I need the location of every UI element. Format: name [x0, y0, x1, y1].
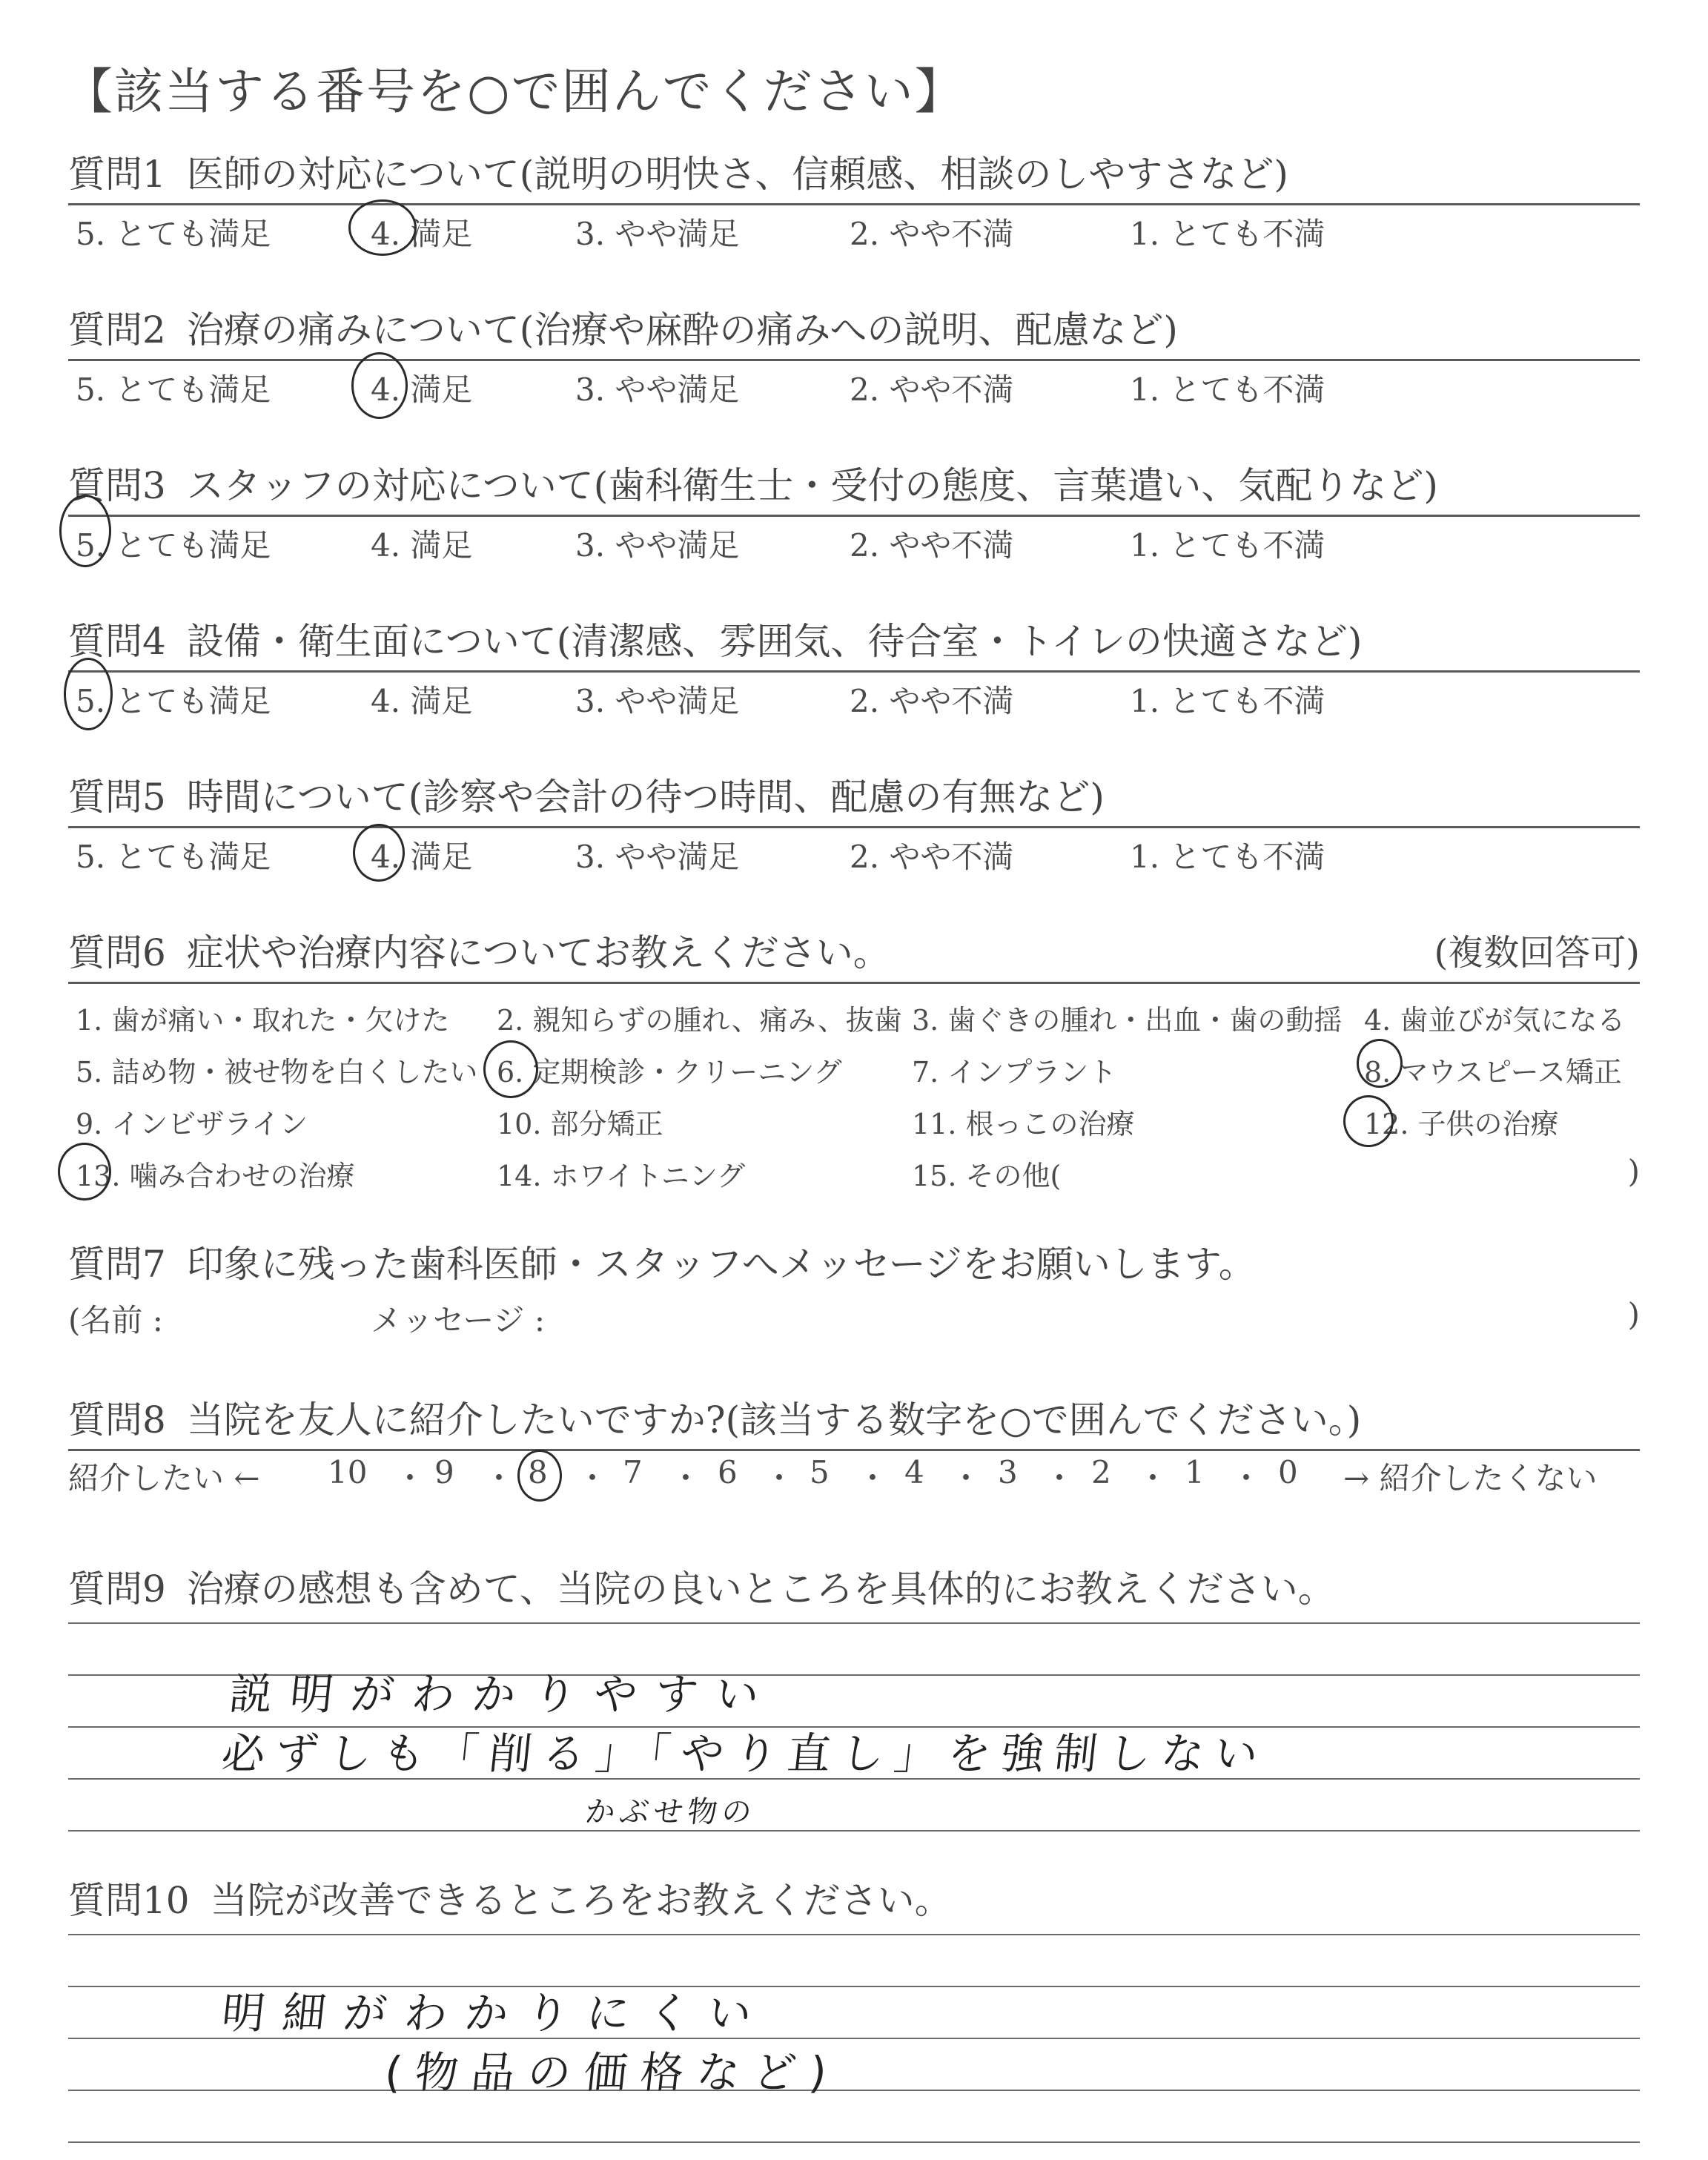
- rating-options: [68, 517, 1640, 564]
- option-5[interactable]: 5. とても満足: [76, 527, 271, 564]
- question-number: 質問5: [68, 776, 166, 819]
- symptom-options: [68, 984, 1640, 1199]
- rating-options: [68, 673, 1640, 720]
- option-5[interactable]: 5. とても満足: [76, 683, 271, 719]
- option-2[interactable]: 2. やや不満: [850, 371, 1014, 408]
- symptom-14[interactable]: 14. ホワイトニング: [497, 1160, 746, 1192]
- scale-3[interactable]: 3: [998, 1454, 1018, 1490]
- question-1: [68, 148, 1640, 253]
- question-number: 質問4: [68, 620, 166, 663]
- option-1[interactable]: 1. とても不満: [1130, 527, 1325, 564]
- symptom-15-other[interactable]: 15. その他(: [912, 1160, 1062, 1192]
- symptom-9[interactable]: 9. インビザライン: [76, 1108, 308, 1140]
- scale-10[interactable]: 10: [328, 1454, 368, 1490]
- symptom-12[interactable]: 12. 子供の治療: [1364, 1108, 1559, 1140]
- scale-0[interactable]: 0: [1278, 1454, 1298, 1490]
- option-3[interactable]: 3. やや満足: [575, 683, 740, 719]
- selection-circle: [1357, 1039, 1403, 1088]
- selection-circle: [58, 1143, 111, 1200]
- selection-circle: [64, 658, 113, 730]
- option-3[interactable]: 3. やや満足: [575, 527, 740, 564]
- question-number: 質問3: [68, 464, 166, 507]
- selection-circle: [353, 824, 405, 882]
- question-text: 時間について(診察や会計の待つ時間、配慮の有無など): [186, 776, 1105, 819]
- handwritten-answer-q9-line1: 説明がわかりやすい: [226, 1669, 780, 1720]
- question-number: 質問6: [68, 931, 166, 974]
- symptom-6[interactable]: 6. 定期検診・クリーニング: [497, 1056, 842, 1089]
- symptom-8[interactable]: 8. マウスピース矯正: [1364, 1056, 1622, 1089]
- scale-9[interactable]: 9: [434, 1454, 454, 1490]
- handwritten-insert-q9: かぶせ物の: [583, 1795, 758, 1829]
- question-text: 設備・衛生面について(清潔感、雰囲気、待合室・トイレの快適さなど): [186, 620, 1363, 663]
- scale-6[interactable]: 6: [718, 1454, 738, 1490]
- question-10: [68, 1875, 1640, 1926]
- question-number: 質問10: [68, 1879, 190, 1922]
- selection-circle: [59, 495, 111, 567]
- option-1[interactable]: 1. とても不満: [1130, 371, 1325, 408]
- question-5: [68, 771, 1640, 876]
- option-5[interactable]: 5. とても満足: [76, 371, 271, 408]
- option-3[interactable]: 3. やや満足: [575, 371, 740, 408]
- message-close-paren: ): [1627, 1296, 1640, 1332]
- question-2: [68, 304, 1640, 409]
- recommend-scale: 紹介したい ← 10 ・ 9 ・ 8 ・ 7 ・ 6 ・ 5 ・ 4 ・ 3 ・ 2 ・ 1 ・ 0 → 紹介したくない: [68, 1451, 1640, 1499]
- symptom-2[interactable]: 2. 親知らずの腫れ、痛み、抜歯: [497, 1004, 902, 1037]
- symptom-10[interactable]: 10. 部分矯正: [497, 1108, 663, 1140]
- selection-circle: [517, 1450, 562, 1502]
- message-label: メッセージ :: [371, 1302, 545, 1338]
- name-label: (名前 :: [68, 1302, 163, 1338]
- question-3: [68, 460, 1640, 564]
- option-4[interactable]: 4. 満足: [371, 839, 473, 875]
- question-number: 質問8: [68, 1398, 166, 1441]
- symptom-11[interactable]: 11. 根っこの治療: [912, 1108, 1135, 1140]
- handwritten-answer-q10-line1: 明細がわかりにくい: [219, 1988, 772, 2038]
- scale-8[interactable]: 8: [528, 1454, 548, 1490]
- scale-4[interactable]: 4: [904, 1454, 924, 1490]
- question-4: [68, 615, 1640, 720]
- instruction-header: 【該当する番号を○で囲んでください】: [64, 63, 965, 120]
- symptom-5[interactable]: 5. 詰め物・被せ物を白くしたい: [76, 1056, 478, 1089]
- option-2[interactable]: 2. やや不満: [850, 839, 1014, 875]
- handwritten-answer-q9-line2: 必ずしも「削る」「やり直し」を強制しない: [219, 1728, 1271, 1779]
- option-2[interactable]: 2. やや不満: [850, 216, 1014, 252]
- question-number: 質問2: [68, 308, 166, 351]
- option-3[interactable]: 3. やや満足: [575, 839, 740, 875]
- option-4[interactable]: 4. 満足: [371, 216, 473, 252]
- option-5[interactable]: 5. とても満足: [76, 839, 271, 875]
- question-8: [68, 1394, 1640, 1499]
- question-9: [68, 1563, 1640, 1615]
- scale-right-label: → 紹介したくない: [1343, 1460, 1598, 1496]
- handwritten-answer-q10-line2: (物品の価格など): [382, 2047, 843, 2098]
- option-2[interactable]: 2. やや不満: [850, 683, 1014, 719]
- selection-circle: [1343, 1095, 1394, 1147]
- rating-options: [68, 205, 1640, 253]
- question-text: 症状や治療内容についてお教えください。: [186, 931, 890, 974]
- option-2[interactable]: 2. やや不満: [850, 527, 1014, 564]
- option-1[interactable]: 1. とても不満: [1130, 216, 1325, 252]
- rating-options: [68, 828, 1640, 876]
- symptom-4[interactable]: 4. 歯並びが気になる: [1364, 1004, 1626, 1037]
- option-4[interactable]: 4. 満足: [371, 371, 473, 408]
- symptom-7[interactable]: 7. インプラント: [912, 1056, 1117, 1089]
- symptom-3[interactable]: 3. 歯ぐきの腫れ・出血・歯の動揺: [912, 1004, 1343, 1037]
- option-4[interactable]: 4. 満足: [371, 683, 473, 719]
- question-text: 治療の痛みについて(治療や麻酔の痛みへの説明、配慮など): [186, 308, 1178, 351]
- option-3[interactable]: 3. やや満足: [575, 216, 740, 252]
- question-number: 質問1: [68, 153, 166, 196]
- scale-1[interactable]: 1: [1185, 1454, 1205, 1490]
- multiple-answer-note: (複数回答可): [1434, 932, 1640, 974]
- symptom-1[interactable]: 1. 歯が痛い・取れた・欠けた: [76, 1004, 450, 1037]
- selection-circle: [351, 352, 408, 419]
- scale-left-label: 紹介したい ←: [68, 1460, 260, 1496]
- question-number: 質問9: [68, 1568, 166, 1611]
- question-text: スタッフの対応について(歯科衛生士・受付の態度、言葉遣い、気配りなど): [186, 464, 1438, 507]
- question-7: [68, 1238, 1640, 1342]
- selection-circle: [348, 199, 417, 256]
- scale-5[interactable]: 5: [810, 1454, 830, 1490]
- symptom-13[interactable]: 13. 噛み合わせの治療: [76, 1160, 355, 1192]
- question-number: 質問7: [68, 1243, 166, 1286]
- question-text: 医師の対応について(説明の明快さ、信頼感、相談のしやすさなど): [186, 153, 1288, 196]
- selection-circle: [483, 1040, 538, 1098]
- option-4[interactable]: 4. 満足: [371, 527, 473, 564]
- question-text: 当院を友人に紹介したいですか?(該当する数字を○で囲んでください。): [186, 1398, 1362, 1441]
- other-close-paren: ): [1627, 1153, 1640, 1189]
- question-text: 印象に残った歯科医師・スタッフへメッセージをお願いします。: [186, 1243, 1256, 1286]
- option-1[interactable]: 1. とても不満: [1130, 839, 1325, 875]
- option-1[interactable]: 1. とても不満: [1130, 683, 1325, 719]
- rating-options: [68, 361, 1640, 409]
- question-text: 当院が改善できるところをお教えください。: [210, 1879, 952, 1922]
- question-text: 治療の感想も含めて、当院の良いところを具体的にお教えください。: [186, 1568, 1335, 1611]
- option-5[interactable]: 5. とても満足: [76, 216, 271, 252]
- scale-7[interactable]: 7: [623, 1454, 643, 1490]
- scale-2[interactable]: 2: [1091, 1454, 1111, 1490]
- question-6: [68, 927, 1640, 1199]
- message-field: [68, 1290, 1640, 1342]
